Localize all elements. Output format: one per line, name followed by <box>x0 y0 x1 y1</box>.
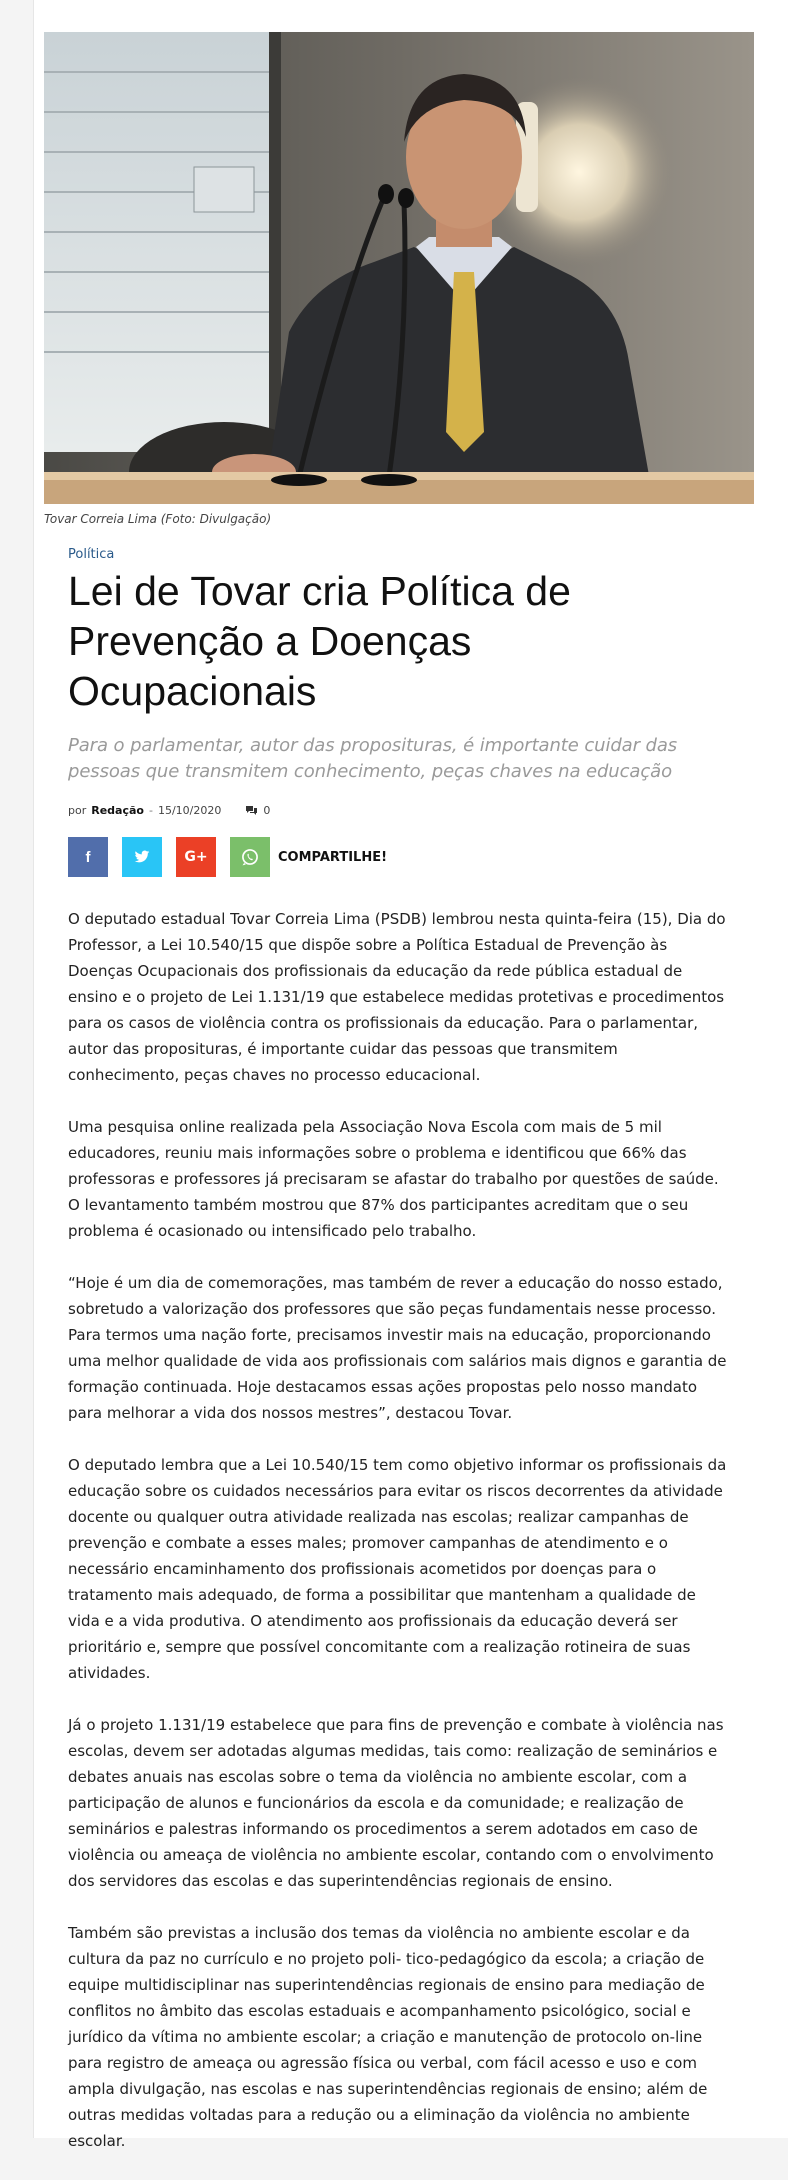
share-label: COMPARTILHE! <box>278 849 388 865</box>
article-paragraph: O deputado lembra que a Lei 10.540/15 tem como objetivo informar os profissionais da educação sobre os cuidados necessários para evitar os riscos decorrentes da atividade docente ou qualquer outra atividade realizada nas escolas; realizar campanhas de prevenção e combate a esses males; promover campanhas de atendimento e o necessário encaminhamento dos profissionais acometidos por doenças para o tratamento mais adequado, de forma a possibilitar que mantenham a qualidade de vida e a vida produtiva. O atendimento aos profissionais da educação deverá ser prioritário e, sempre que possível concomitante com a realização rotineira de suas atividades. <box>68 1456 727 1682</box>
photo-illustration <box>44 32 754 504</box>
article-body <box>68 906 728 2180</box>
article-page <box>33 0 788 2150</box>
whatsapp-icon <box>240 847 260 867</box>
facebook-icon: f <box>85 848 91 866</box>
photo-caption: Tovar Correia Lima (Foto: Divulgação) <box>44 512 272 526</box>
meta-separator: - <box>148 804 153 817</box>
googleplus-share-button[interactable] <box>176 837 216 877</box>
article-paragraph: Uma pesquisa online realizada pela Associação Nova Escola com mais de 5 mil educadores, reuniu mais informações sobre o problema e identificou que 66% das professoras e professores já precisaram se afastar do trabalho por questões de saúde. O levantamento também mostrou que 87% dos participantes acreditam que o seu problema é ocasionado ou intensificado pelo trabalho. <box>68 1118 719 1240</box>
googleplus-icon: G+ <box>184 849 208 865</box>
article-photo <box>44 32 754 504</box>
article-paragraph: Também são previstas a inclusão dos temas da violência no ambiente escolar e da cultura da paz no currículo e no projeto poli- tico-pedagógico da escola; a criação de equipe multidisciplinar nas superintendências regionais de ensino para mediação de conflitos no âmbito das escolas estaduais e acompanhamento psicológico, social e jurídico da vítima no ambiente escolar; a criação e manutenção de protocolo on-line para registro de ameaça ou agressão física ou verbal, com fácil acesso e uso e com ampla divulgação, nas escolas e nas superintendências regionais de ensino; além de outras medidas voltadas para a redução ou a eliminação da violência no ambiente escolar. <box>68 1924 708 2150</box>
comments-count: 0 <box>263 804 271 817</box>
meta-by-label: por <box>68 804 87 817</box>
comments-link[interactable] <box>245 804 270 817</box>
publish-date: 15/10/2020 <box>157 804 222 817</box>
twitter-share-button[interactable] <box>122 837 162 877</box>
article-paragraph: O deputado estadual Tovar Correia Lima (PSDB) lembrou nesta quinta-feira (15), Dia do Professor, a Lei 10.540/15 que dispõe sobre a Política Estadual de Prevenção às Doenças Ocupacionais dos profissionais da educação da rede pública estadual de ensino e o projeto de Lei 1.131/19 que estabelece medidas protetivas e procedimentos para os casos de violência contra os profissionais da educação. Para o parlamentar, autor das proposituras, é importante cuidar das pessoas que transmitem conhecimento, peças chaves no processo educacional. <box>68 910 726 1084</box>
share-bar <box>68 837 387 877</box>
twitter-icon <box>134 850 150 864</box>
article-meta <box>68 804 270 817</box>
comments-icon <box>245 805 258 816</box>
category-link[interactable]: Política <box>68 547 115 562</box>
article-paragraph: “Hoje é um dia de comemorações, mas também de rever a educação do nosso estado, sobretudo a valorização dos professores que são peças fundamentais nesse processo. Para termos uma nação forte, precisamos investir mais na educação, proporcionando uma melhor qualidade de vida aos profissionais com salários mais dignos e garantia de formação continuada. Hoje destacamos essas ações propostas pelo nosso mandato para melhorar a vida dos nossos mestres”, destacou Tovar. <box>68 1274 727 1422</box>
article-title: Lei de Tovar cria Política de Prevenção a Doenças Ocupacionais <box>68 568 571 714</box>
author-link[interactable]: Redação <box>91 804 144 817</box>
article-paragraph: Já o projeto 1.131/19 estabelece que para fins de prevenção e combate à violência nas escolas, devem ser adotadas algumas medidas, tais como: realização de seminários e debates anuais nas escolas sobre o tema da violência no ambiente escolar, com a participação de alunos e funcionários da escola e da comunidade; e realização de seminários e palestras informando os procedimentos a serem adotados em caso de violência ou ameaça de violência no ambiente escolar, contando com o envolvimento dos servidores das escolas e das superintendências regionais de ensino. <box>68 1716 724 1890</box>
facebook-share-button[interactable] <box>68 837 108 877</box>
article-subtitle: Para o parlamentar, autor das proposituras, é importante cuidar das pessoas que transmitem conhecimento, peças chaves na educação <box>68 735 678 782</box>
whatsapp-share-button[interactable] <box>230 837 270 877</box>
